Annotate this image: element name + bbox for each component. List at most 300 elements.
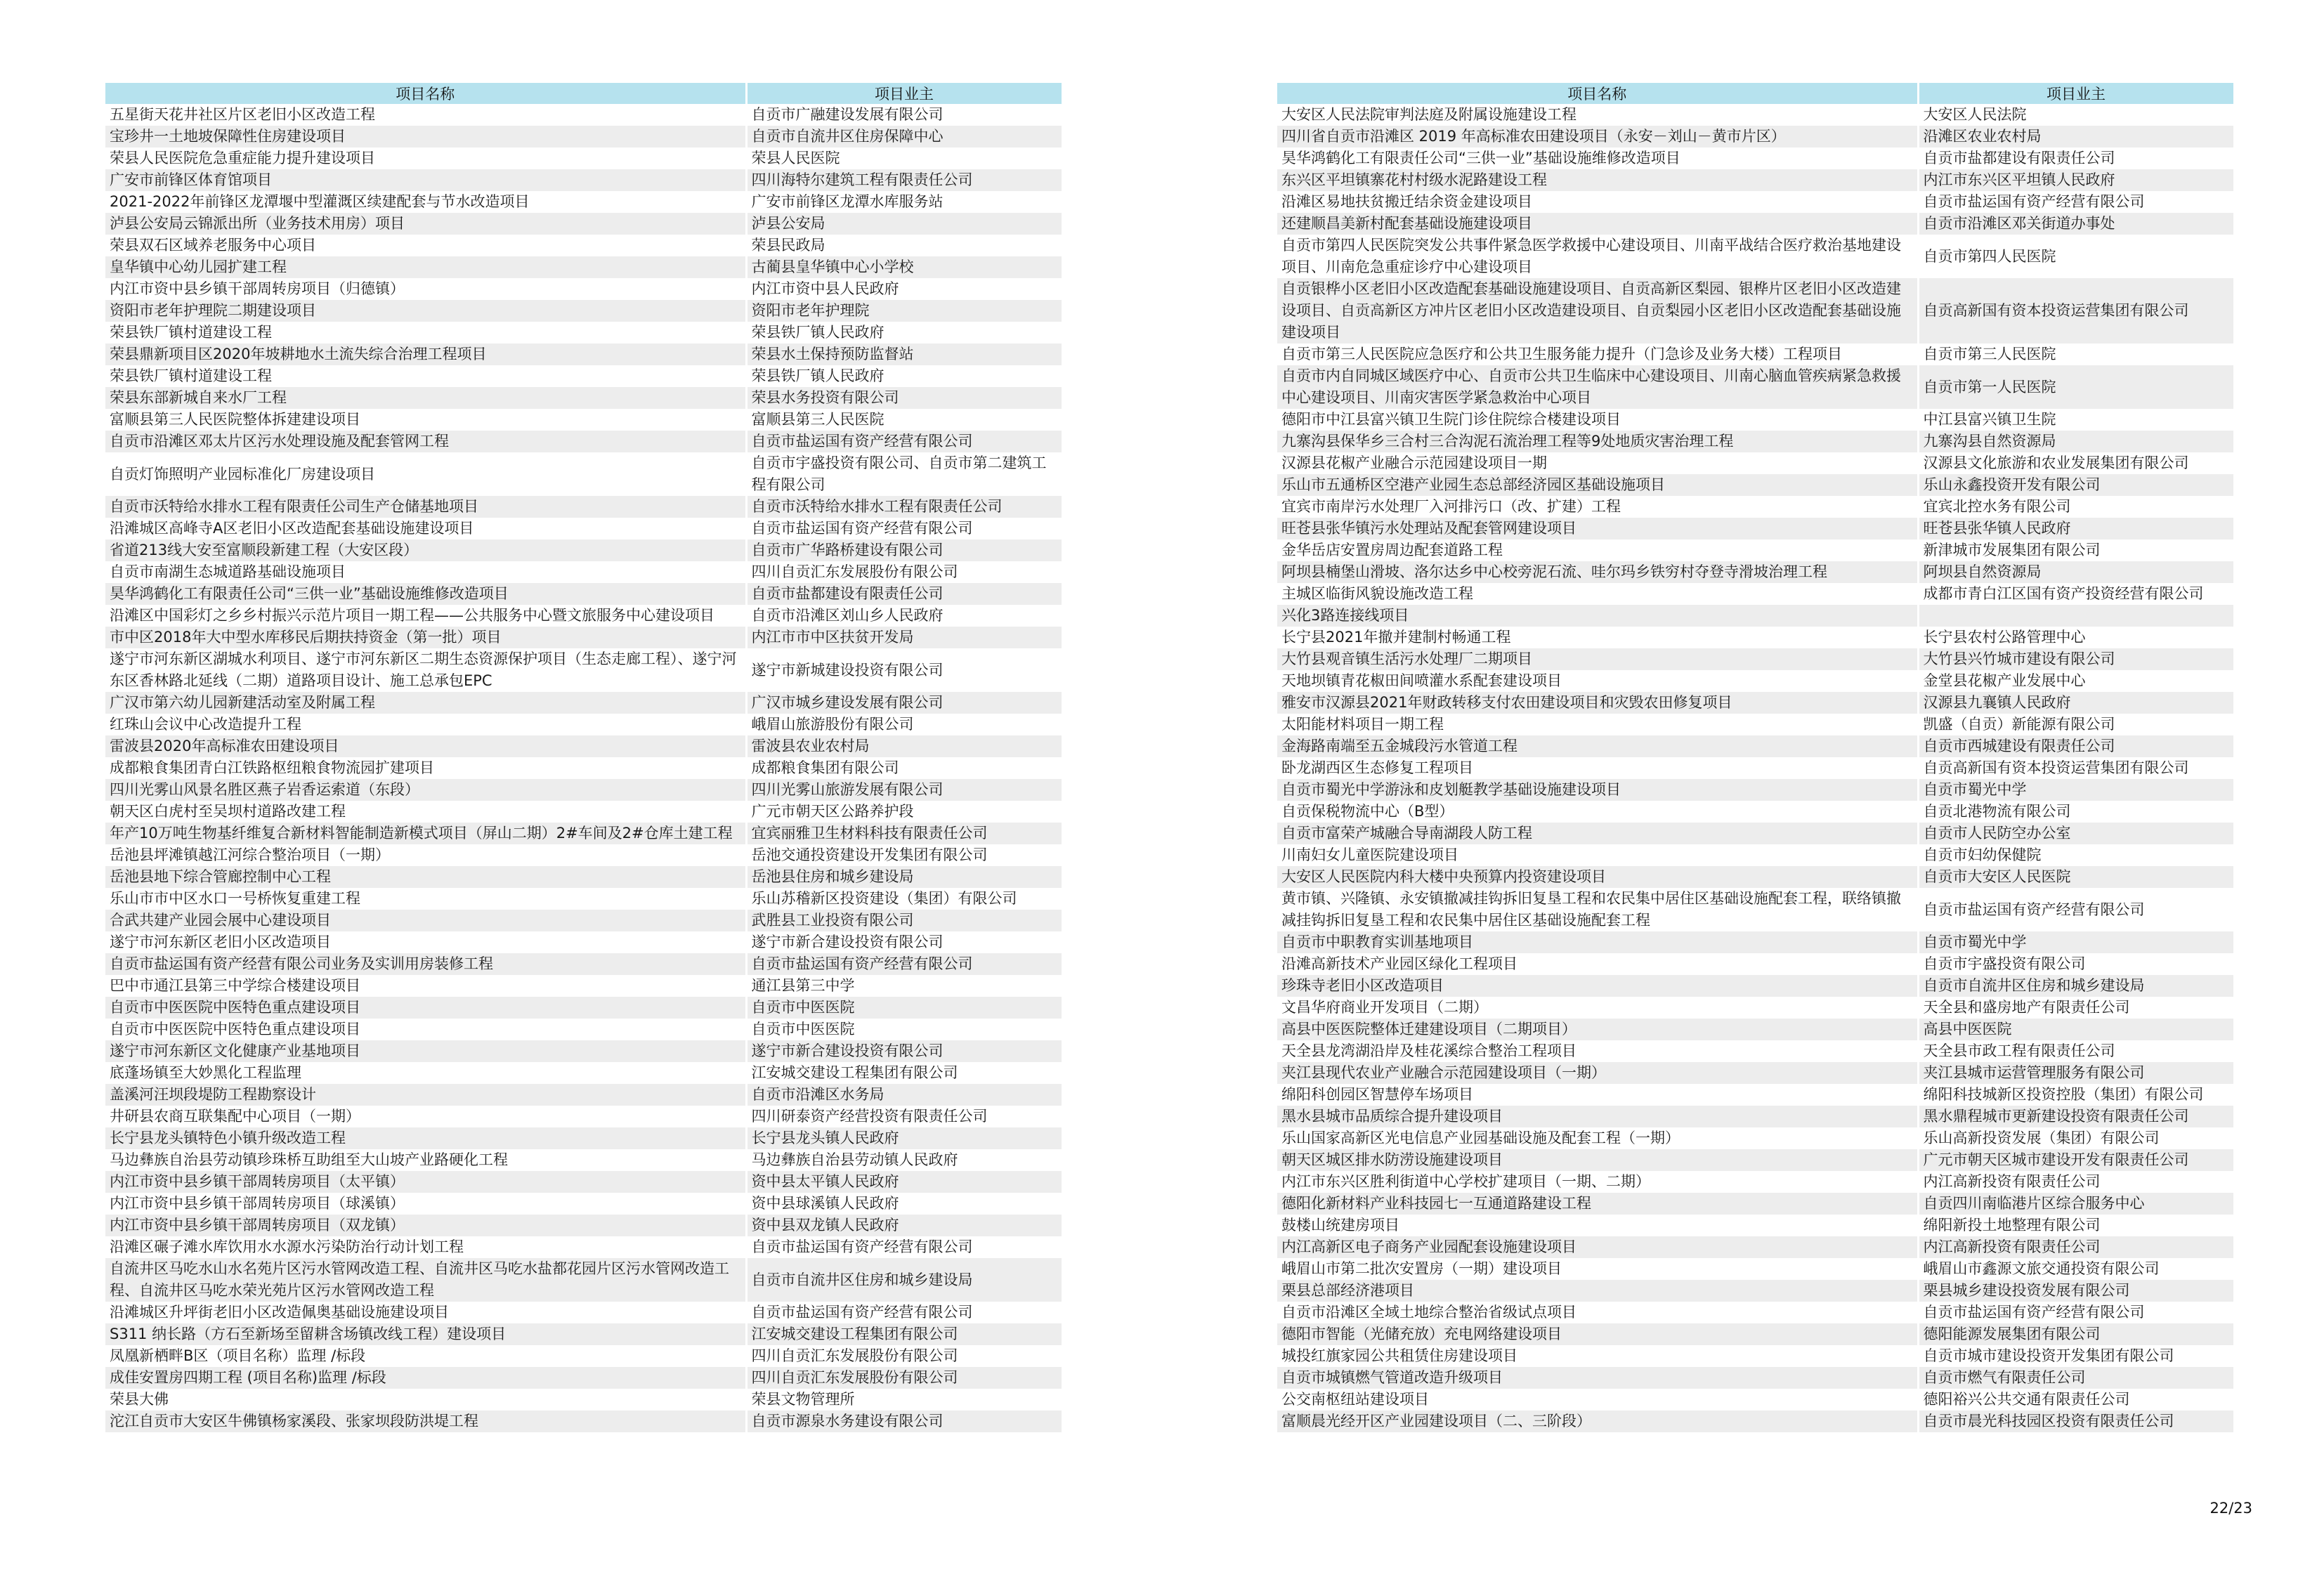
project-owner-cell: 自贡市燃气有限责任公司 <box>1918 1367 2234 1389</box>
project-name-cell: 自贡市内自同城区域医疗中心、自贡市公共卫生临床中心建设项目、川南心脑血管疾病紧急救援中心建设项目、川南灾害医学紧急救治中心项目 <box>1277 365 1918 409</box>
header-project-name: 项目名称 <box>1277 83 1918 104</box>
project-name-cell: 荣县东部新城自来水厂工程 <box>105 387 746 409</box>
project-owner-cell: 乐山高新投资发展（集团）有限公司 <box>1918 1127 2234 1149</box>
project-name-cell: 太阳能材料项目一期工程 <box>1277 714 1918 735</box>
project-owner-cell: 荣县铁厂镇人民政府 <box>746 365 1062 387</box>
table-row <box>1277 1084 2234 1106</box>
table-row <box>105 735 1062 757</box>
project-name-cell: 朝天区城区排水防涝设施建设项目 <box>1277 1149 1918 1171</box>
table-row <box>105 148 1062 169</box>
table-row <box>1277 670 2234 692</box>
project-owner-cell: 栗县城乡建设投资发展有限公司 <box>1918 1280 2234 1302</box>
project-owner-cell: 凯盛（自贡）新能源有限公司 <box>1918 714 2234 735</box>
project-name-cell: 沿滩区中国彩灯之乡乡村振兴示范片项目一期工程——公共服务中心暨文旅服务中心建设项目 <box>105 605 746 627</box>
table-row <box>1277 627 2234 648</box>
project-name-cell: 泸县公安局云锦派出所（业务技术用房）项目 <box>105 213 746 235</box>
project-name-cell: 宜宾市南岸污水处理厂入河排污口（改、扩建）工程 <box>1277 496 1918 518</box>
table-row <box>105 213 1062 235</box>
project-owner-cell: 荣县铁厂镇人民政府 <box>746 322 1062 343</box>
project-name-cell: 市中区2018年大中型水库移民后期扶持资金（第一批）项目 <box>105 627 746 648</box>
project-name-cell: 德阳市智能（光储充放）充电网络建设项目 <box>1277 1323 1918 1345</box>
project-owner-cell: 天全县市政工程有限责任公司 <box>1918 1040 2234 1062</box>
project-owner-cell: 自贡市妇幼保健院 <box>1918 844 2234 866</box>
header-project-owner: 项目业主 <box>1918 83 2234 104</box>
table-row <box>105 1411 1062 1432</box>
project-name-cell: 内江市资中县乡镇干部周转房项目（归德镇） <box>105 278 746 300</box>
project-name-cell: 自贡市第三人民医院应急医疗和公共卫生服务能力提升（门急诊及业务大楼）工程项目 <box>1277 343 1918 365</box>
project-owner-cell: 阿坝县自然资源局 <box>1918 561 2234 583</box>
project-name-cell: 长宁县龙头镇特色小镇升级改造工程 <box>105 1127 746 1149</box>
table-row <box>105 714 1062 735</box>
table-row <box>105 169 1062 191</box>
project-name-cell: 德阳化新材料产业科技园七一互通道路建设工程 <box>1277 1193 1918 1215</box>
project-owner-cell: 德阳裕兴公共交通有限责任公司 <box>1918 1389 2234 1411</box>
project-owner-cell: 内江高新投资有限责任公司 <box>1918 1171 2234 1193</box>
table-row <box>1277 888 2234 931</box>
table-row <box>1277 278 2234 343</box>
table-row <box>1277 1193 2234 1215</box>
project-owner-cell: 自贡市盐运国有资产经营有限公司 <box>746 1236 1062 1258</box>
table-row <box>1277 1062 2234 1084</box>
project-name-cell: 荣县铁厂镇村道建设工程 <box>105 322 746 343</box>
table-row <box>105 757 1062 779</box>
table-row <box>1277 104 2234 126</box>
project-name-cell: 内江市资中县乡镇干部周转房项目（双龙镇） <box>105 1215 746 1236</box>
project-owner-cell: 自贡市中医医院 <box>746 997 1062 1019</box>
table-row <box>105 605 1062 627</box>
project-owner-cell: 峨眉山市鑫源文旅交通投资有限公司 <box>1918 1258 2234 1280</box>
project-name-cell: 乐山国家高新区光电信息产业园基础设施及配套工程（一期） <box>1277 1127 1918 1149</box>
project-owner-cell <box>1918 605 2234 627</box>
project-name-cell: 卧龙湖西区生态修复工程项目 <box>1277 757 1918 779</box>
table-row <box>1277 1149 2234 1171</box>
project-owner-cell: 广安市前锋区龙潭水库服务站 <box>746 191 1062 213</box>
project-owner-cell: 绵阳科技城新区投资控股（集团）有限公司 <box>1918 1084 2234 1106</box>
table-row <box>105 387 1062 409</box>
table-row <box>105 1236 1062 1258</box>
table-row <box>1277 235 2234 278</box>
project-name-cell: 合武共建产业园会展中心建设项目 <box>105 910 746 931</box>
project-owner-cell: 内江高新投资有限责任公司 <box>1918 1236 2234 1258</box>
table-header-row <box>1277 83 2234 104</box>
project-name-cell: 岳池县地下综合管廊控制中心工程 <box>105 866 746 888</box>
project-name-cell: 阿坝县楠堡山滑坡、洛尔达乡中心校旁泥石流、哇尔玛乡铁穷村夺登寺滑坡治理工程 <box>1277 561 1918 583</box>
project-name-cell: 自贡市南湖生态城道路基础设施项目 <box>105 561 746 583</box>
project-name-cell: 珍珠寺老旧小区改造项目 <box>1277 975 1918 997</box>
project-owner-cell: 长宁县农村公路管理中心 <box>1918 627 2234 648</box>
table-row <box>1277 823 2234 844</box>
project-owner-cell: 荣县民政局 <box>746 235 1062 256</box>
table-row <box>1277 169 2234 191</box>
table-row <box>1277 801 2234 823</box>
table-row <box>1277 648 2234 670</box>
table-row <box>105 1171 1062 1193</box>
table-row <box>1277 213 2234 235</box>
table-row <box>105 1323 1062 1345</box>
project-owner-cell: 四川自贡汇东发展股份有限公司 <box>746 561 1062 583</box>
project-name-cell: 内江高新区电子商务产业园配套设施建设项目 <box>1277 1236 1918 1258</box>
project-owner-cell: 中江县富兴镇卫生院 <box>1918 409 2234 431</box>
project-name-cell: 雷波县2020年高标准农田建设项目 <box>105 735 746 757</box>
project-owner-cell: 大安区人民法院 <box>1918 104 2234 126</box>
project-owner-cell: 旺苍县张华镇人民政府 <box>1918 518 2234 539</box>
table-row <box>1277 583 2234 605</box>
project-name-cell: 凤凰新栖畔B区（项目名称）监理 /标段 <box>105 1345 746 1367</box>
project-name-cell: 九寨沟县保华乡三合村三合沟泥石流治理工程等9处地质灾害治理工程 <box>1277 431 1918 452</box>
project-name-cell: 大竹县观音镇生活污水处理厂二期项目 <box>1277 648 1918 670</box>
project-name-cell: 沿滩区易地扶贫搬迁结余资金建设项目 <box>1277 191 1918 213</box>
left-table-body <box>105 104 1062 1432</box>
table-row <box>1277 1258 2234 1280</box>
project-owner-cell: 古蔺县皇华镇中心小学校 <box>746 256 1062 278</box>
table-row <box>105 126 1062 148</box>
project-owner-cell: 四川自贡汇东发展股份有限公司 <box>746 1345 1062 1367</box>
project-name-cell: 富顺晨光经开区产业园建设项目（二、三阶段） <box>1277 1411 1918 1432</box>
table-row <box>1277 1411 2234 1432</box>
right-table-body <box>1277 104 2234 1432</box>
project-name-cell: 自贡市中职教育实训基地项目 <box>1277 931 1918 953</box>
table-row <box>105 975 1062 997</box>
project-owner-cell: 自贡市晨光科技园区投资有限责任公司 <box>1918 1411 2234 1432</box>
project-name-cell: 鼓楼山统建房项目 <box>1277 1215 1918 1236</box>
project-owner-cell: 自贡北港物流有限公司 <box>1918 801 2234 823</box>
project-owner-cell: 自贡市源泉水务建设有限公司 <box>746 1411 1062 1432</box>
table-row <box>105 365 1062 387</box>
project-name-cell: 还建顺昌美新村配套基础设施建设项目 <box>1277 213 1918 235</box>
project-owner-cell: 汉源县文化旅游和农业发展集团有限公司 <box>1918 452 2234 474</box>
table-row <box>1277 931 2234 953</box>
project-name-cell: 东兴区平坦镇寨花村村级水泥路建设工程 <box>1277 169 1918 191</box>
table-row <box>105 910 1062 931</box>
table-row <box>105 256 1062 278</box>
project-name-cell: 年产10万吨生物基纤维复合新材料智能制造新模式项目（屏山二期）2#车间及2#仓库土建工程 <box>105 823 746 844</box>
project-owner-cell: 自贡市第三人民医院 <box>1918 343 2234 365</box>
project-name-cell: 2021-2022年前锋区龙潭堰中型灌溉区续建配套与节水改造项目 <box>105 191 746 213</box>
project-owner-cell: 资中县太平镇人民政府 <box>746 1171 1062 1193</box>
project-owner-cell: 自贡市大安区人民医院 <box>1918 866 2234 888</box>
table-row <box>105 278 1062 300</box>
project-name-cell: 四川光雾山风景名胜区燕子岩香运索道（东段） <box>105 779 746 801</box>
project-owner-cell: 内江市资中县人民政府 <box>746 278 1062 300</box>
project-name-cell: 四川省自贡市沿滩区 2019 年高标准农田建设项目（永安－刘山－黄市片区） <box>1277 126 1918 148</box>
project-name-cell: 天地坝镇青花椒田间喷灌水系配套建设项目 <box>1277 670 1918 692</box>
project-name-cell: 汉源县花椒产业融合示范园建设项目一期 <box>1277 452 1918 474</box>
project-owner-cell: 荣县文物管理所 <box>746 1389 1062 1411</box>
project-name-cell: 自贡银桦小区老旧小区改造配套基础设施建设项目、自贡高新区梨园、银桦片区老旧小区改造建设项目、自贡高新区方冲片区老旧小区改造建设项目、自贡梨园小区老旧小区改造配套基础设施建设项目 <box>1277 278 1918 343</box>
table-row <box>105 235 1062 256</box>
table-row <box>1277 866 2234 888</box>
project-owner-cell: 资阳市老年护理院 <box>746 300 1062 322</box>
project-owner-cell: 四川海特尔建筑工程有限责任公司 <box>746 169 1062 191</box>
project-name-cell: 黑水县城市品质综合提升建设项目 <box>1277 1106 1918 1127</box>
project-owner-cell: 资中县球溪镇人民政府 <box>746 1193 1062 1215</box>
project-name-cell: 旺苍县张华镇污水处理站及配套管网建设项目 <box>1277 518 1918 539</box>
table-row <box>1277 1040 2234 1062</box>
project-name-cell: 岳池县坪滩镇越江河综合整治项目（一期） <box>105 844 746 866</box>
table-row <box>1277 1345 2234 1367</box>
project-owner-cell: 自贡市广融建设发展有限公司 <box>746 104 1062 126</box>
project-name-cell: 川南妇女儿童医院建设项目 <box>1277 844 1918 866</box>
project-owner-cell: 天全县和盛房地产有限责任公司 <box>1918 997 2234 1019</box>
project-owner-cell: 成都粮食集团有限公司 <box>746 757 1062 779</box>
table-row <box>1277 757 2234 779</box>
project-name-cell: 高县中医医院整体迁建建设项目（二期项目） <box>1277 1019 1918 1040</box>
project-owner-cell: 四川研泰资产经营投资有限责任公司 <box>746 1106 1062 1127</box>
project-name-cell: 自贡市中医医院中医特色重点建设项目 <box>105 1019 746 1040</box>
project-name-cell: 自贡市沿滩区全域土地综合整治省级试点项目 <box>1277 1302 1918 1323</box>
header-project-owner: 项目业主 <box>746 83 1062 104</box>
project-name-cell: 五星街天花井社区片区老旧小区改造工程 <box>105 104 746 126</box>
project-owner-cell: 九寨沟县自然资源局 <box>1918 431 2234 452</box>
table-row <box>105 627 1062 648</box>
table-row <box>1277 779 2234 801</box>
table-row <box>105 1389 1062 1411</box>
table-row <box>105 1258 1062 1302</box>
table-row <box>1277 975 2234 997</box>
table-row <box>105 888 1062 910</box>
project-name-cell: 遂宁市河东新区湖城水利项目、遂宁市河东新区二期生态资源保护项目（生态走廊工程）、遂宁河东区香林路北延线（二期）道路项目设计、施工总承包EPC <box>105 648 746 692</box>
project-name-cell: 荣县鼎新项目区2020年坡耕地水土流失综合治理工程项目 <box>105 343 746 365</box>
table-row <box>105 1084 1062 1106</box>
project-name-cell: 自贡市蜀光中学游泳和皮划艇教学基础设施建设项目 <box>1277 779 1918 801</box>
project-name-cell: 自贡灯饰照明产业园标准化厂房建设项目 <box>105 452 746 496</box>
project-owner-cell: 四川光雾山旅游发展有限公司 <box>746 779 1062 801</box>
project-name-cell: 沿滩城区高峰寺A区老旧小区改造配套基础设施建设项目 <box>105 518 746 539</box>
project-owner-cell: 大竹县兴竹城市建设有限公司 <box>1918 648 2234 670</box>
project-owner-cell: 长宁县龙头镇人民政府 <box>746 1127 1062 1149</box>
project-owner-cell: 自贡四川南临港片区综合服务中心 <box>1918 1193 2234 1215</box>
project-name-cell: 富顺县第三人民医院整体拆建建设项目 <box>105 409 746 431</box>
project-owner-cell: 富顺县第三人民医院 <box>746 409 1062 431</box>
project-owner-cell: 岳池县住房和城乡建设局 <box>746 866 1062 888</box>
table-row <box>105 561 1062 583</box>
table-header-row <box>105 83 1062 104</box>
table-row <box>1277 474 2234 496</box>
project-owner-cell: 遂宁市新城建设投资有限公司 <box>746 648 1062 692</box>
table-row <box>1277 343 2234 365</box>
page-number: 22/23 <box>2209 1500 2252 1517</box>
project-owner-cell: 自贡市宇盛投资有限公司 <box>1918 953 2234 975</box>
project-name-cell: 荣县双石区域养老服务中心项目 <box>105 235 746 256</box>
project-owner-cell: 泸县公安局 <box>746 213 1062 235</box>
table-row <box>1277 953 2234 975</box>
table-row <box>105 104 1062 126</box>
project-owner-cell: 自贡高新国有资本投资运营集团有限公司 <box>1918 278 2234 343</box>
project-name-cell: 成都粮食集团青白江铁路枢纽粮食物流园扩建项目 <box>105 757 746 779</box>
table-row <box>105 583 1062 605</box>
project-owner-cell: 宜宾丽雅卫生材料科技有限责任公司 <box>746 823 1062 844</box>
project-owner-cell: 荣县人民医院 <box>746 148 1062 169</box>
project-name-cell: 内江市资中县乡镇干部周转房项目（太平镇） <box>105 1171 746 1193</box>
project-owner-cell: 自贡市盐都建设有限责任公司 <box>746 583 1062 605</box>
table-row <box>105 844 1062 866</box>
project-name-cell: 资阳市老年护理院二期建设项目 <box>105 300 746 322</box>
project-owner-cell: 自贡市自流井区住房保障中心 <box>746 126 1062 148</box>
project-name-cell: 雅安市汉源县2021年财政转移支付农田建设项目和灾毁农田修复项目 <box>1277 692 1918 714</box>
project-name-cell: 城投红旗家园公共租赁住房建设项目 <box>1277 1345 1918 1367</box>
project-name-cell: 成佳安置房四期工程 (项目名称)监理 /标段 <box>105 1367 746 1389</box>
project-name-cell: 沿滩高新技术产业园区绿化工程项目 <box>1277 953 1918 975</box>
project-owner-cell: 自贡市盐运国有资产经营有限公司 <box>746 1302 1062 1323</box>
table-row <box>1277 561 2234 583</box>
table-row <box>1277 1019 2234 1040</box>
table-row <box>1277 496 2234 518</box>
project-owner-cell: 武胜县工业投资有限公司 <box>746 910 1062 931</box>
project-owner-cell: 自贡市人民防空办公室 <box>1918 823 2234 844</box>
project-owner-cell: 绵阳新投土地整理有限公司 <box>1918 1215 2234 1236</box>
project-name-cell: 长宁县2021年撤并建制村畅通工程 <box>1277 627 1918 648</box>
project-name-cell: 自贡市城镇燃气管道改造升级项目 <box>1277 1367 1918 1389</box>
project-name-cell: 德阳市中江县富兴镇卫生院门诊住院综合楼建设项目 <box>1277 409 1918 431</box>
project-owner-cell: 夹江县城市运营管理服务有限公司 <box>1918 1062 2234 1084</box>
table-row <box>1277 1106 2234 1127</box>
table-row <box>1277 126 2234 148</box>
project-owner-cell: 自贡市盐运国有资产经营有限公司 <box>1918 888 2234 931</box>
right-project-table <box>1277 83 2235 1432</box>
project-name-cell: 底蓬场镇至大妙黑化工程监理 <box>105 1062 746 1084</box>
table-row <box>105 1062 1062 1084</box>
project-owner-cell: 自贡市中医医院 <box>746 1019 1062 1040</box>
project-name-cell: 昊华鸿鹤化工有限责任公司“三供一业”基础设施维修改造项目 <box>105 583 746 605</box>
project-owner-cell: 遂宁市新合建设投资有限公司 <box>746 1040 1062 1062</box>
project-name-cell: 黄市镇、兴隆镇、永安镇撤减挂钩拆旧复垦工程和农民集中居住区基础设施配套工程，联络镇撤减挂钩拆旧复垦工程和农民集中居住区基础设施配套工程 <box>1277 888 1918 931</box>
table-row <box>105 1106 1062 1127</box>
project-owner-cell: 自贡市自流井区住房和城乡建设局 <box>1918 975 2234 997</box>
table-row <box>1277 735 2234 757</box>
project-owner-cell: 自贡市盐运国有资产经营有限公司 <box>746 953 1062 975</box>
project-name-cell: 栗县总部经济港项目 <box>1277 1280 1918 1302</box>
project-owner-cell: 遂宁市新合建设投资有限公司 <box>746 931 1062 953</box>
table-row <box>1277 1323 2234 1345</box>
table-row <box>1277 452 2234 474</box>
project-owner-cell: 自贡市盐运国有资产经营有限公司 <box>746 431 1062 452</box>
table-row <box>1277 605 2234 627</box>
project-name-cell: 沿滩城区升坪街老旧小区改造佩奥基础设施建设项目 <box>105 1302 746 1323</box>
table-row <box>1277 1280 2234 1302</box>
table-row <box>105 692 1062 714</box>
project-name-cell: 省道213线大安至富顺段新建工程（大安区段） <box>105 539 746 561</box>
project-owner-cell: 德阳能源发展集团有限公司 <box>1918 1323 2234 1345</box>
project-name-cell: 巴中市通江县第三中学综合楼建设项目 <box>105 975 746 997</box>
project-owner-cell: 广元市朝天区公路养护段 <box>746 801 1062 823</box>
project-owner-cell: 荣县水土保持预防监督站 <box>746 343 1062 365</box>
project-owner-cell: 自贡市盐都建设有限责任公司 <box>1918 148 2234 169</box>
project-owner-cell: 沿滩区农业农村局 <box>1918 126 2234 148</box>
project-owner-cell: 自贡市自流井区住房和城乡建设局 <box>746 1258 1062 1302</box>
table-row <box>105 823 1062 844</box>
project-owner-cell: 广汉市城乡建设发展有限公司 <box>746 692 1062 714</box>
table-row <box>105 1215 1062 1236</box>
table-row <box>1277 1171 2234 1193</box>
project-owner-cell: 岳池交通投资建设开发集团有限公司 <box>746 844 1062 866</box>
project-owner-cell: 资中县双龙镇人民政府 <box>746 1215 1062 1236</box>
project-name-cell: 乐山市市中区水口一号桥恢复重建工程 <box>105 888 746 910</box>
table-row <box>1277 1236 2234 1258</box>
table-row <box>1277 539 2234 561</box>
project-name-cell: 公交南枢纽站建设项目 <box>1277 1389 1918 1411</box>
project-name-cell: 乐山市五通桥区空港产业园生态总部经济园区基础设施项目 <box>1277 474 1918 496</box>
table-row <box>105 496 1062 518</box>
table-row <box>1277 1389 2234 1411</box>
table-row <box>105 997 1062 1019</box>
project-name-cell: 自流井区马吃水山水名苑片区污水管网改造工程、自流井区马吃水盐都花园片区污水管网改造工程、自流井区马吃水荣光苑片区污水管网改造工程 <box>105 1258 746 1302</box>
table-row <box>1277 518 2234 539</box>
project-owner-cell: 黑水鼎程城市更新建设投资有限责任公司 <box>1918 1106 2234 1127</box>
project-owner-cell: 四川自贡汇东发展股份有限公司 <box>746 1367 1062 1389</box>
project-owner-cell: 成都市青白江区国有资产投资经营有限公司 <box>1918 583 2234 605</box>
project-owner-cell: 荣县水务投资有限公司 <box>746 387 1062 409</box>
project-owner-cell: 自贡市沃特给水排水工程有限责任公司 <box>746 496 1062 518</box>
project-name-cell: 峨眉山市第二批次安置房（一期）建设项目 <box>1277 1258 1918 1280</box>
project-name-cell: 金华岳店安置房周边配套道路工程 <box>1277 539 1918 561</box>
header-project-name: 项目名称 <box>105 83 746 104</box>
project-owner-cell: 通江县第三中学 <box>746 975 1062 997</box>
project-name-cell: 宝珍井一土地坡保障性住房建设项目 <box>105 126 746 148</box>
project-name-cell: 大安区人民医院内科大楼中央预算内投资建设项目 <box>1277 866 1918 888</box>
table-row <box>105 648 1062 692</box>
project-owner-cell: 高县中医医院 <box>1918 1019 2234 1040</box>
project-owner-cell: 自贡市沿滩区邓关街道办事处 <box>1918 213 2234 235</box>
table-row <box>105 343 1062 365</box>
project-name-cell: 兴化3路连接线项目 <box>1277 605 1918 627</box>
right-table-panel <box>1277 83 2234 1432</box>
table-row <box>1277 997 2234 1019</box>
project-name-cell: 皇华镇中心幼儿园扩建工程 <box>105 256 746 278</box>
project-name-cell: 盖溪河汪坝段堤防工程勘察设计 <box>105 1084 746 1106</box>
table-row <box>1277 365 2234 409</box>
project-name-cell: 马边彝族自治县劳动镇珍珠桥互助组至大山坡产业路硬化工程 <box>105 1149 746 1171</box>
project-name-cell: 昊华鸿鹤化工有限责任公司“三供一业”基础设施维修改造项目 <box>1277 148 1918 169</box>
project-owner-cell: 峨眉山旅游股份有限公司 <box>746 714 1062 735</box>
project-name-cell: 自贡市沃特给水排水工程有限责任公司生产仓储基地项目 <box>105 496 746 518</box>
table-row <box>1277 714 2234 735</box>
table-row <box>1277 409 2234 431</box>
table-row <box>105 431 1062 452</box>
project-name-cell: 沱江自贡市大安区牛佛镇杨家溪段、张家坝段防洪堤工程 <box>105 1411 746 1432</box>
table-row <box>105 931 1062 953</box>
project-name-cell: 夹江县现代农业产业融合示范园建设项目（一期） <box>1277 1062 1918 1084</box>
table-row <box>105 1019 1062 1040</box>
project-name-cell: 遂宁市河东新区老旧小区改造项目 <box>105 931 746 953</box>
project-owner-cell: 自贡市盐运国有资产经营有限公司 <box>746 518 1062 539</box>
project-name-cell: 沿滩区碾子滩水库饮用水水源水污染防治行动计划工程 <box>105 1236 746 1258</box>
project-name-cell: 荣县铁厂镇村道建设工程 <box>105 365 746 387</box>
project-name-cell: 自贡市盐运国有资产经营有限公司业务及实训用房装修工程 <box>105 953 746 975</box>
project-owner-cell: 自贡市广华路桥建设有限公司 <box>746 539 1062 561</box>
project-name-cell: 绵阳科创园区智慧停车场项目 <box>1277 1084 1918 1106</box>
project-owner-cell: 自贡市蜀光中学 <box>1918 779 2234 801</box>
project-name-cell: 金海路南端至五金城段污水管道工程 <box>1277 735 1918 757</box>
project-name-cell: 内江市资中县乡镇干部周转房项目（球溪镇） <box>105 1193 746 1215</box>
project-owner-cell: 马边彝族自治县劳动镇人民政府 <box>746 1149 1062 1171</box>
table-row <box>105 1345 1062 1367</box>
table-row <box>1277 431 2234 452</box>
table-row <box>1277 1302 2234 1323</box>
table-row <box>1277 692 2234 714</box>
table-row <box>105 191 1062 213</box>
project-name-cell: S311 纳长路（方石至新场至留耕含场镇改线工程）建设项目 <box>105 1323 746 1345</box>
left-table-panel <box>105 83 1062 1432</box>
project-name-cell: 自贡市富荣产城融合导南湖段人防工程 <box>1277 823 1918 844</box>
table-row <box>1277 1367 2234 1389</box>
project-name-cell: 广安市前锋区体育馆项目 <box>105 169 746 191</box>
table-row <box>105 409 1062 431</box>
project-name-cell: 朝天区白虎村至吴坝村道路改建工程 <box>105 801 746 823</box>
project-owner-cell: 广元市朝天区城市建设开发有限责任公司 <box>1918 1149 2234 1171</box>
table-row <box>1277 191 2234 213</box>
table-row <box>105 1367 1062 1389</box>
project-owner-cell: 自贡市沿滩区刘山乡人民政府 <box>746 605 1062 627</box>
